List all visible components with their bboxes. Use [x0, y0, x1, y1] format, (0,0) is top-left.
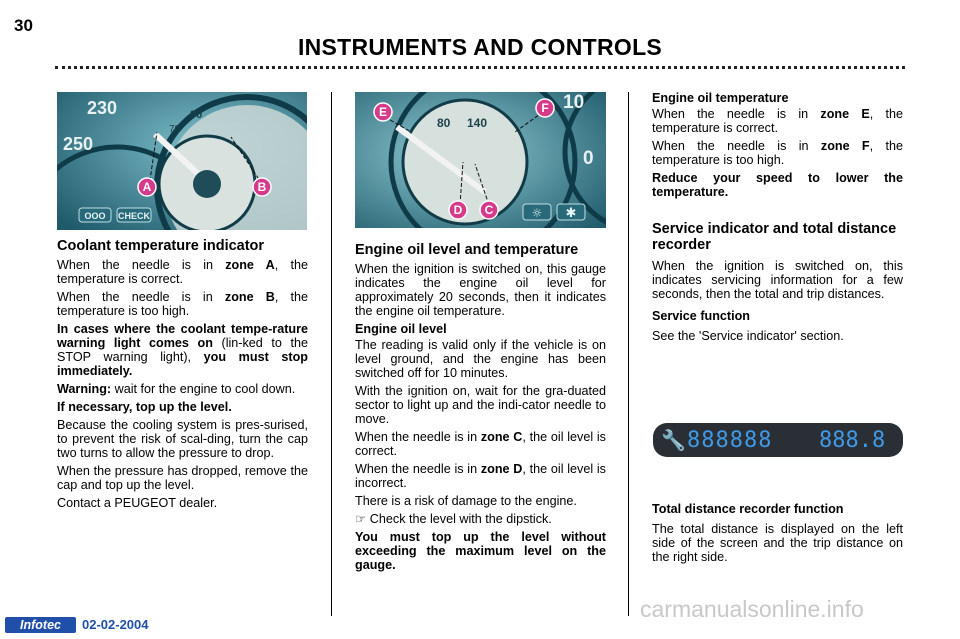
top-up-warning-text: You must top up the level without exceeding the maximum level on the gauge. [355, 530, 606, 572]
svg-text:☼: ☼ [531, 206, 543, 220]
column-coolant [57, 238, 308, 514]
trip-distance-digits: 888.8 [819, 428, 886, 453]
oil-zone-f-text: When the needle is in zone F, the temperature is too high. [652, 139, 903, 167]
oil-gauge-tick-0: 0 [583, 148, 594, 169]
svg-text:✱: ✱ [565, 206, 577, 221]
oil-zone-c-text: When the needle is in zone C, the oil level is correct. [355, 430, 606, 458]
gauge-tick-70: 70 [169, 124, 181, 135]
coolant-zone-a-text: When the needle is in zone A, the temperature is correct. [57, 258, 308, 286]
oil-gauge-tick-10: 10 [563, 92, 585, 113]
gauge-tick-250: 250 [63, 134, 94, 154]
reduce-speed-text: Reduce your speed to lower the temperature. [652, 171, 903, 199]
oil-heading: Engine oil level and temperature [355, 242, 579, 258]
oil-wait-text: With the ignition on, wait for the gra-duated sector to light up and the indi-cator needle to move. [355, 384, 606, 426]
coolant-gauge-image [57, 92, 307, 230]
warning-icon-left: OOO [84, 211, 106, 221]
coolant-zone-b-text: When the needle is in zone B, the temperature is too high. [57, 290, 308, 318]
dipstick-text: ☞ Check the level with the dipstick. [355, 512, 552, 526]
column-divider-1 [331, 92, 332, 616]
gauge-tick-230: 230 [87, 98, 118, 118]
zone-b-label: B [257, 180, 267, 194]
pointing-hand-icon: ☞ [355, 512, 367, 526]
check-warning-icon: CHECK [117, 211, 151, 221]
remove-cap-text: When the pressure has dropped, remove the cap and top up the level. [57, 464, 308, 492]
engine-damage-text: There is a risk of damage to the engine. [355, 494, 577, 508]
oil-validity-text: The reading is valid only if the vehicle is on level ground, and the engine has been switched off for 10 minutes. [355, 338, 606, 380]
total-distance-digits: 888888 [687, 428, 773, 453]
column-divider-2 [628, 92, 629, 616]
service-intro-text: When the ignition is switched on, this indicates servicing information for a few seconds, then the total and trip distances. [652, 259, 903, 301]
oil-level-subheading: Engine oil level [355, 322, 447, 336]
page-title: INSTRUMENTS AND CONTROLS [297, 34, 663, 60]
infotec-logo: Infotec [5, 617, 76, 633]
column-oil [355, 242, 606, 576]
footer-date: 02-02-2004 [82, 617, 149, 632]
zone-d-label: D [453, 203, 463, 217]
total-distance-subheading: Total distance recorder function [652, 502, 844, 516]
oil-gauge-tick-140: 140 [467, 116, 488, 130]
service-function-subheading: Service function [652, 309, 750, 323]
oil-temp-subheading: Engine oil temperature [652, 91, 789, 105]
total-distance-text: The total distance is displayed on the left side of the screen and the trip distance on the right side. [652, 522, 903, 564]
zone-e-label: E [378, 105, 388, 119]
service-reference-text: See the 'Service indicator' section. [652, 329, 844, 343]
wrench-icon: 🔧 [661, 428, 686, 452]
zone-a-label: A [142, 180, 152, 194]
column-service-lower [652, 502, 903, 568]
service-heading: Service indicator and total distance recorder [652, 221, 897, 253]
zone-f-label: F [541, 101, 549, 115]
page-number: 30 [14, 16, 33, 35]
coolant-warning-light-text: In cases where the coolant tempe-rature warning light comes on (lin-ked to the STOP warning light), you must stop immediately. [57, 322, 308, 378]
oil-zone-d-text: When the needle is in zone D, the oil level is incorrect. [355, 462, 606, 490]
oil-intro-text: When the ignition is switched on, this gauge indicates the engine oil level for approximately 20 seconds, then it indicates the engine oil temperature. [355, 262, 606, 318]
coolant-warning-text: Warning: wait for the engine to cool down. [57, 382, 296, 396]
oil-gauge-tick-80: 80 [437, 116, 451, 130]
oil-gauge-image [355, 92, 606, 228]
coolant-heading: Coolant temperature indicator [57, 238, 265, 254]
column-service [652, 91, 903, 347]
watermark: carmanualsonline.info [640, 596, 864, 622]
top-up-text: If necessary, top up the level. [57, 400, 232, 414]
title-dotted-rule [55, 66, 905, 69]
pressure-text: Because the cooling system is pres-surised, to prevent the risk of scal-ding, turn the cap two turns to allow the pressure to drop. [57, 418, 308, 460]
oil-zone-e-text: When the needle is in zone E, the temperature is correct. [652, 107, 903, 135]
gauge-tick-90: 90 [190, 109, 203, 121]
odometer-display [653, 423, 903, 457]
zone-c-label: C [484, 203, 494, 217]
contact-dealer-text: Contact a PEUGEOT dealer. [57, 496, 218, 510]
